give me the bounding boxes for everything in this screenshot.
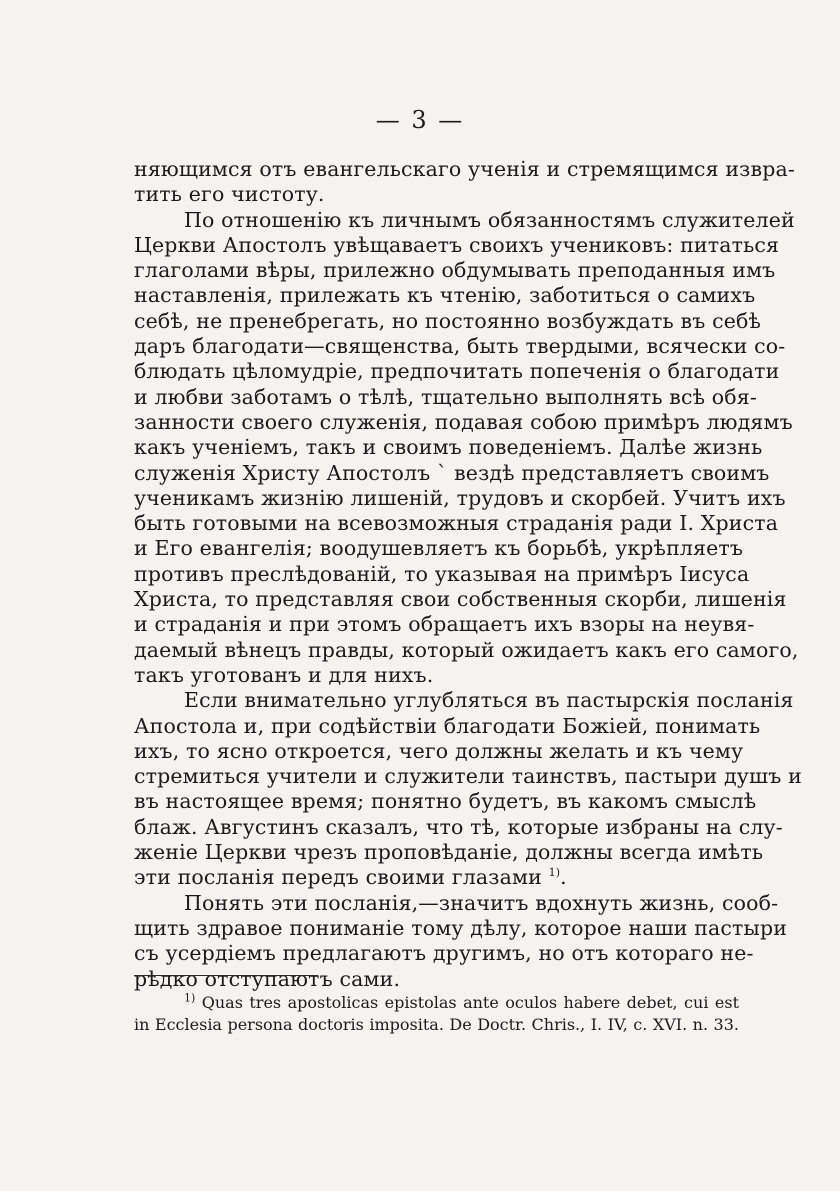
text-line: занности своего служенія, подавая собою примѣръ людямъ (134, 409, 793, 434)
text-line: блюдать цѣломудріе, предпочитать попеченія о благодати (134, 359, 780, 384)
text-line: и Его евангелія; воодушевляетъ къ борьбѣ, укрѣпляетъ (134, 536, 744, 561)
text-line: рѣдко отступаютъ сами. (134, 966, 401, 991)
text-line: какъ ученіемъ, такъ и своимъ поведеніемъ. Далѣе жизнь (134, 435, 763, 460)
text-line: съ усердіемъ предлагаютъ другимъ, но отъ котораго не- (134, 941, 754, 966)
paragraph-start-line: По отношенію къ личнымъ обязанностямъ служителей (184, 207, 795, 232)
text-line: щить здравое пониманіе тому дѣлу, которое наши пастыри (134, 915, 788, 940)
text-line: и любви заботамъ о тѣлѣ, тщательно выполнять всѣ обя- (134, 384, 757, 409)
text-line: ихъ, то ясно откроется, чего должны желать и къ чему (134, 738, 744, 763)
text-line: Христа, то представляя свои собственныя скорби, лишенія (134, 587, 787, 612)
text-line: женіе Церкви чрезъ проповѣданіе, должны всегда имѣть (134, 840, 764, 865)
footnote-divider (134, 975, 318, 976)
text-line: Церкви Апостолъ увѣщаваетъ своихъ учениковъ: питаться (134, 232, 780, 257)
text-line-with-footnote: эти посланія передъ своими глазами $^{1)}$. (134, 865, 567, 890)
text-line: наставленія, прилежать къ чтенію, заботиться о самихъ (134, 283, 756, 308)
text-line: Апостола и, при содѣйствіи благодати Божіей, понимать (134, 713, 761, 738)
footnote-marker: 1) (184, 991, 196, 1005)
text-line: въ настоящее время; понятно будетъ, въ какомъ смыслѣ (134, 789, 757, 814)
text-line: няющимся отъ евангельскаго ученія и стремящимся извра- (134, 157, 795, 181)
page-number: — 3 — (375, 106, 465, 134)
footnote-reference: 1) (548, 866, 561, 880)
text-line: ученикамъ жизнію лишеній, трудовъ и скорбей. Учитъ ихъ (134, 485, 786, 510)
text-line: блаж. Августинъ сказалъ, что тѣ, которые избраны на слу- (134, 814, 783, 839)
body-text (134, 157, 802, 992)
text-line: и страданія и при этомъ обращаетъ ихъ взоры на неувя- (134, 612, 755, 637)
text-line: даемый вѣнецъ правды, который ожидаетъ какъ его самого, (134, 637, 799, 662)
paragraph-start-line: Если внимательно углубляться въ пастырскія посланія (184, 688, 794, 713)
paragraph-start-line: Понять эти посланія,—значитъ вдохнуть жизнь, сооб- (184, 890, 779, 915)
text-line: стремиться учители и служители таинствъ, пастыри душъ и (134, 764, 802, 789)
text-line: даръ благодати—священства, быть твердыми, всячески со- (134, 334, 786, 359)
text-line: глаголами вѣры, прилежно обдумывать преподанныя имъ (134, 258, 776, 283)
text-line: такъ уготованъ и для нихъ. (134, 662, 434, 687)
footnote-text: Quas tres apostolicas epistolas ante oculos habere debet, cui est (201, 993, 739, 1012)
footnote-line (134, 992, 739, 1014)
footnote (134, 992, 739, 1036)
text-line: противъ преслѣдованій, то указывая на примѣръ Іисуса (134, 561, 750, 586)
text-line-content: эти посланія передъ своими глазами (134, 865, 542, 890)
text-line: себѣ, не пренебрегать, но постоянно возбуждать въ себѣ (134, 308, 761, 333)
text-line: служенія Христу Апостолъ ` вездѣ представляетъ своимъ (134, 460, 770, 485)
text-line: тить его чистоту. (134, 182, 325, 207)
text-line: быть готовыми на всевозможныя страданія ради І. Христа (134, 511, 779, 536)
footnote-line: in Ecclesia persona doctoris imposita. De Doctr. Chris., I. IV, c. XVI. n. 33. (134, 1015, 739, 1034)
